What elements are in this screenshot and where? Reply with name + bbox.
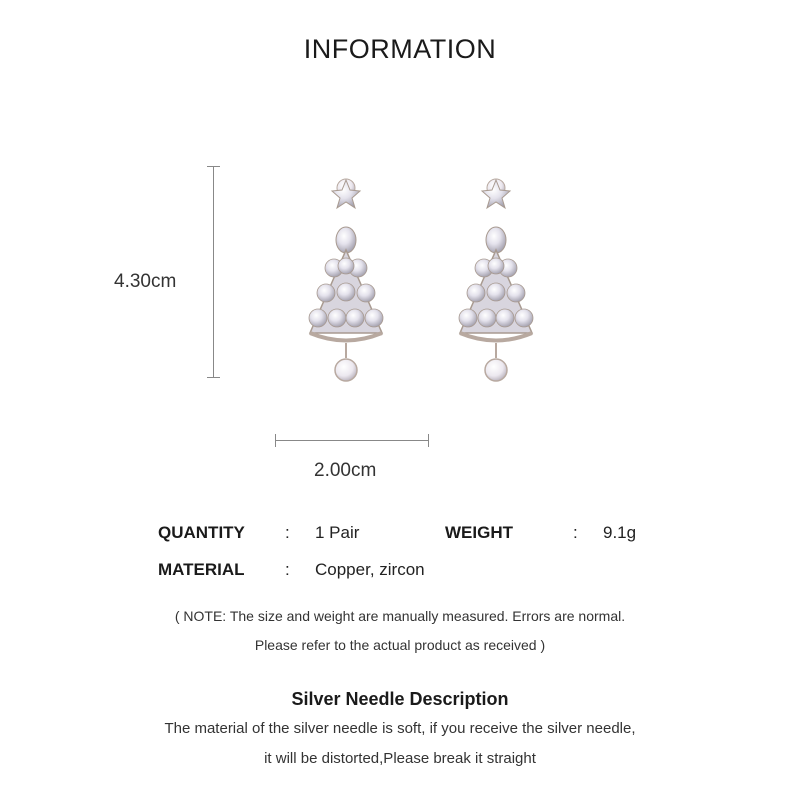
quantity-label: QUANTITY (158, 523, 245, 542)
earring-right-icon (459, 179, 533, 381)
height-dimension-cap-top (207, 166, 220, 167)
page-title: INFORMATION (303, 34, 497, 64)
height-dimension-label: 4.30cm (114, 271, 177, 292)
width-dimension-cap-left (275, 434, 276, 447)
quantity-value: 1 Pair (315, 523, 360, 542)
earring-pair-icon (286, 168, 566, 398)
weight-label: WEIGHT (445, 523, 513, 542)
description-line-1: The material of the silver needle is soft, if you receive the silver needle, (164, 720, 636, 737)
weight-value: 9.1g (603, 523, 637, 542)
earring-left-icon (309, 179, 383, 381)
height-dimension-line (213, 166, 214, 377)
width-dimension-cap-right (428, 434, 429, 447)
note-line-1: ( NOTE: The size and weight are manually measured. Errors are normal. (174, 608, 626, 624)
description-line-2: it will be distorted,Please break it straight (264, 750, 536, 767)
description-title: Silver Needle Description (291, 689, 509, 709)
material-label: MATERIAL (158, 560, 245, 579)
quantity-separator: : (285, 523, 290, 542)
material-value: Copper, zircon (315, 560, 425, 579)
height-dimension-cap-bottom (207, 377, 220, 378)
width-dimension-line (275, 440, 428, 441)
weight-separator: : (573, 523, 578, 542)
note-line-2: Please refer to the actual product as received ) (254, 637, 546, 653)
width-dimension-label: 2.00cm (314, 460, 377, 481)
material-separator: : (285, 560, 290, 579)
